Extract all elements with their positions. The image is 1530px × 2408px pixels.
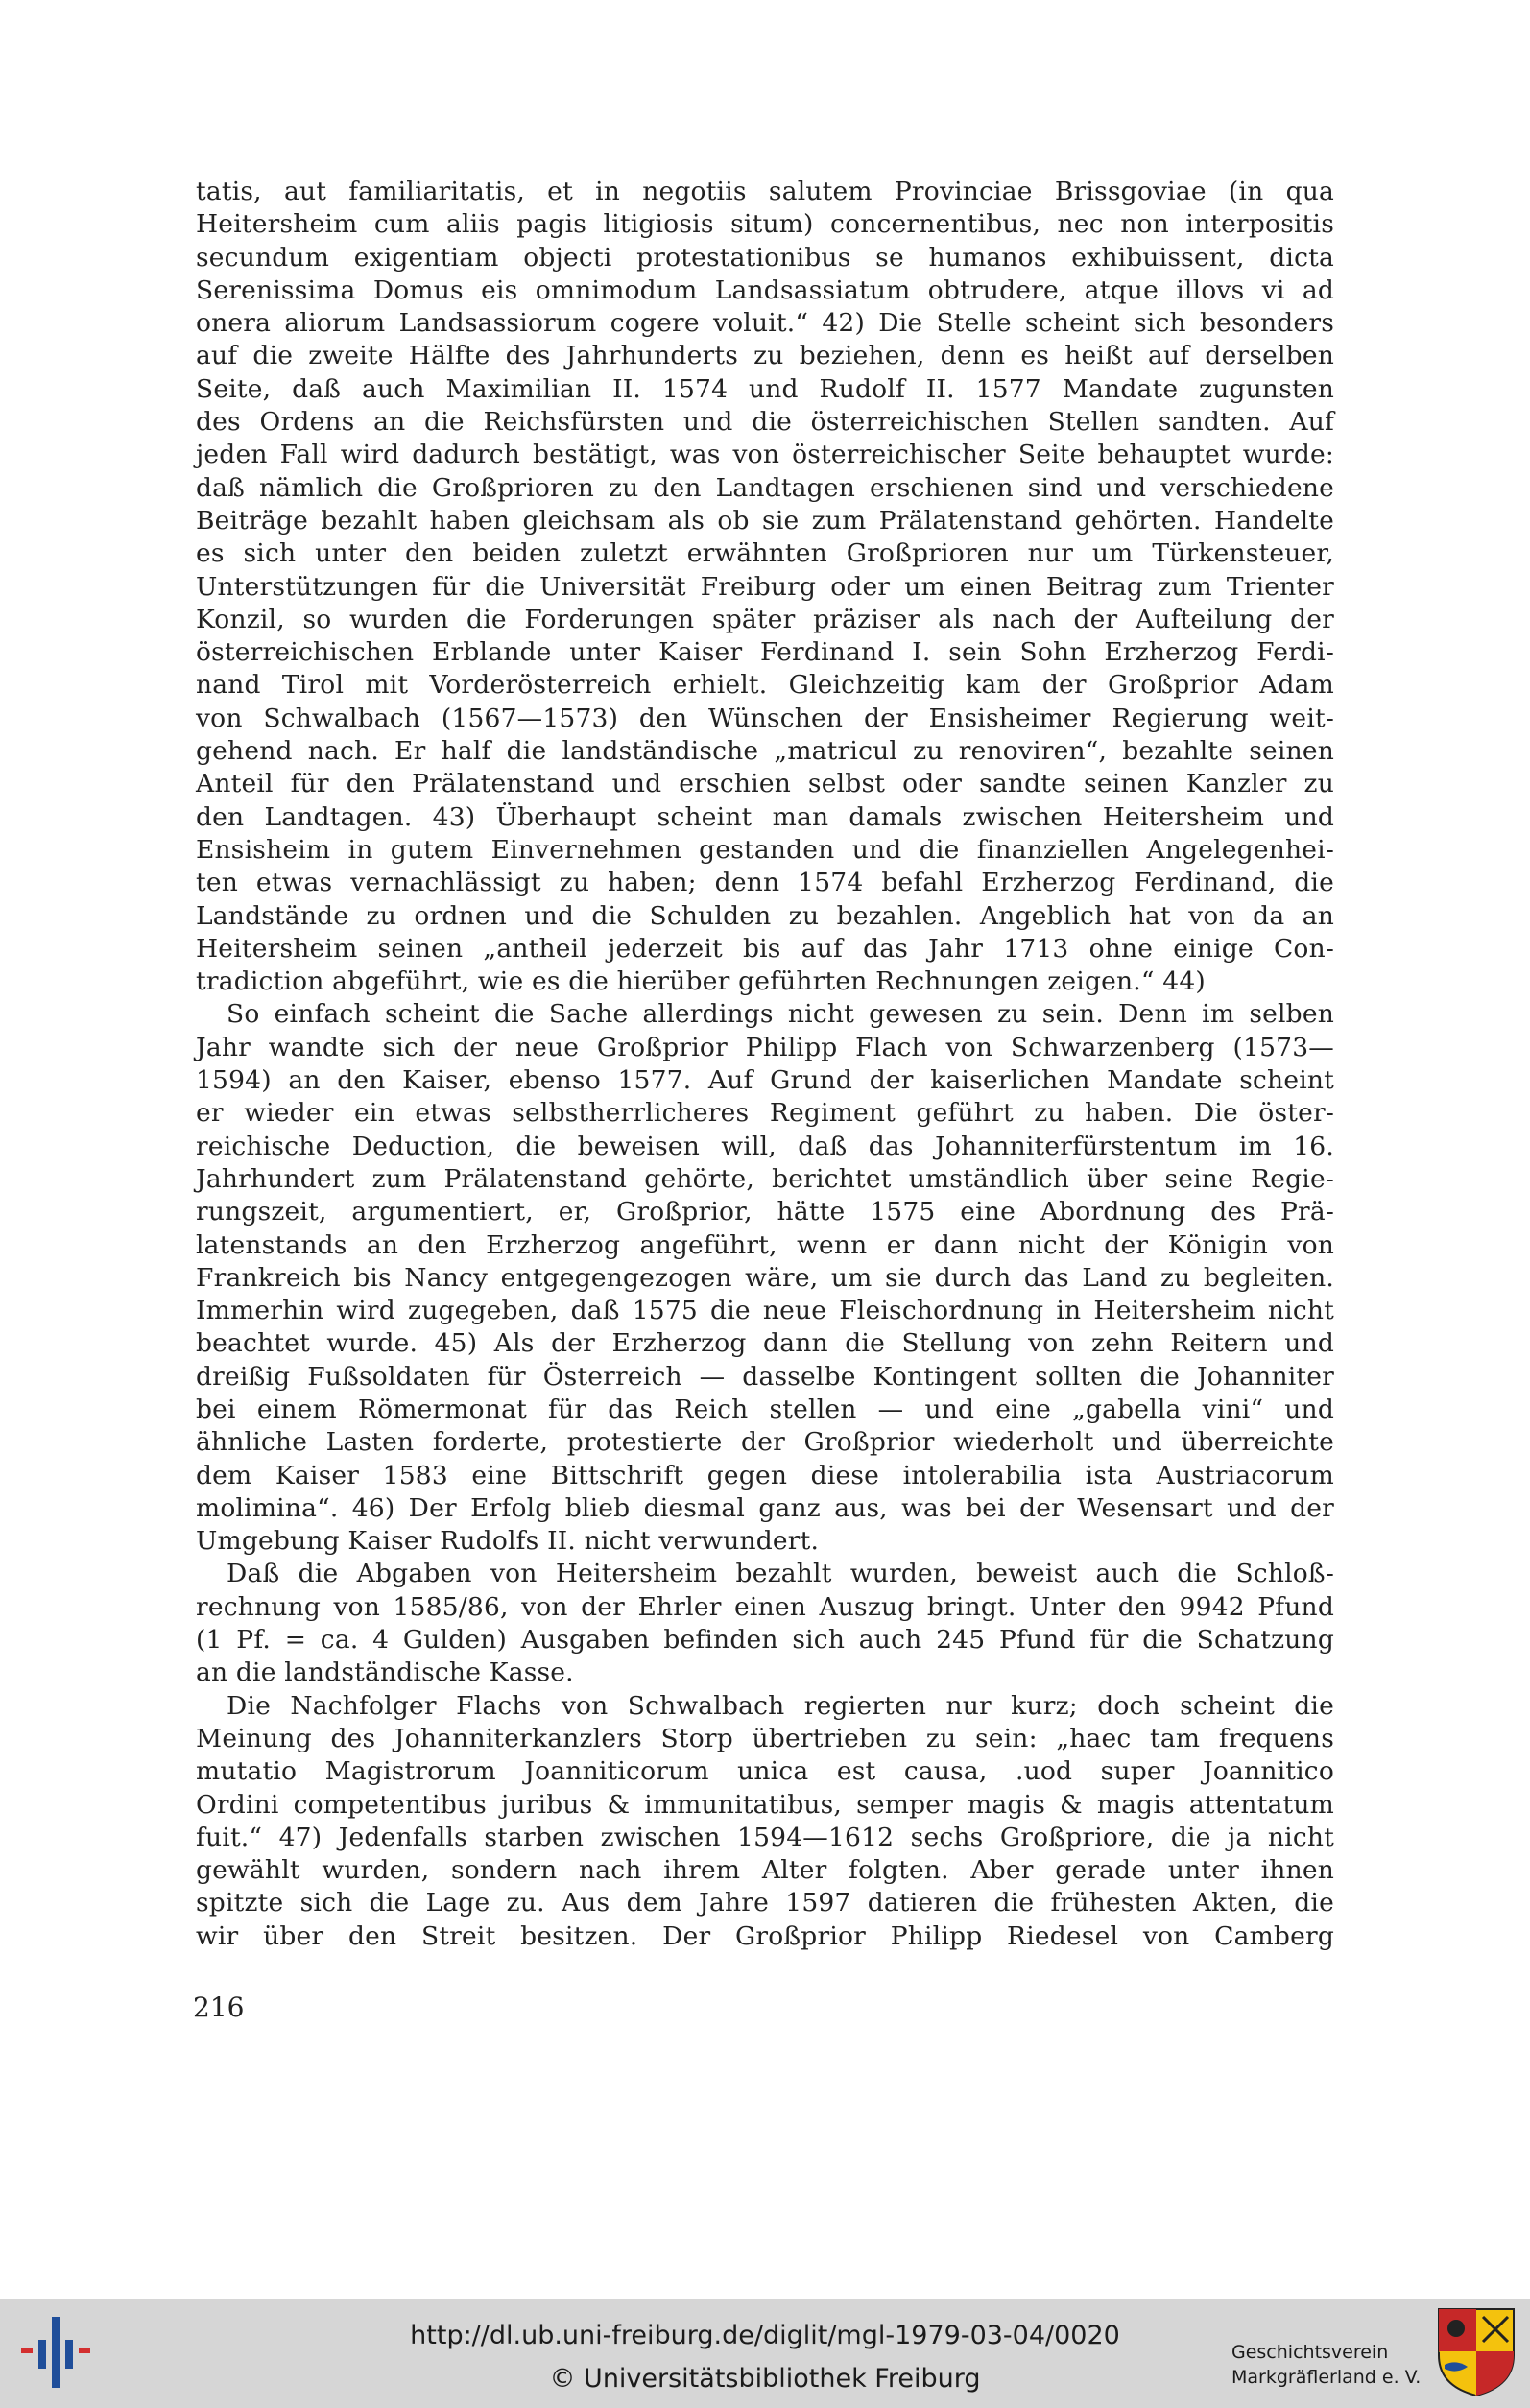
text-line: Die Nachfolger Flachs von Schwalbach regierten nur kurz; doch scheint die [227,1690,1334,1721]
text-line: Serenissima Domus eis omnimodum Landsassiatum obtrudere, atque illovs vi ad [196,274,1334,305]
text-line: So einfach scheint die Sache allerdings nicht gewesen zu sein. Denn im selben [227,999,1334,1030]
text-line: Frankreich bis Nancy entgegengezogen wäre, um sie durch das Land zu begleiten. [196,1262,1334,1293]
text-line: österreichischen Erblande unter Kaiser Ferdinand I. sein Sohn Erzherzog Ferdi- [196,637,1334,668]
text-line: auf die zweite Hälfte des Jahrhunderts zu beziehen, denn es heißt auf derselben [196,341,1334,371]
text-line: dem Kaiser 1583 eine Bittschrift gegen diese intolerabilia ista Austriacorum [196,1460,1334,1490]
text-line: dreißig Fußsoldaten für Österreich — dasselbe Kontingent sollten die Johanniter [196,1361,1334,1392]
text-line: es sich unter den beiden zuletzt erwähnten Großprioren nur um Türkensteuer, [196,538,1334,569]
footer-copyright: © Universitätsbibliothek Freiburg [549,2364,981,2394]
page-number: 216 [193,1991,245,2023]
text-line: des Ordens an die Reichsfürsten und die österreichischen Stellen sandten. Auf [196,407,1334,438]
paragraph-1 [196,176,1334,998]
text-line: Landstände zu ordnen und die Schulden zu bezahlen. Angeblich hat von da an [196,900,1334,931]
text-line: Seite, daß auch Maximilian II. 1574 und Rudolf II. 1577 Mandate zugunsten [196,373,1334,404]
text-line: onera aliorum Landsassiorum cogere voluit.“ 42) Die Stelle scheint sich besonders [196,308,1334,339]
society-coat-of-arms-icon [1437,2307,1516,2397]
text-line: mutatio Magistrorum Joanniticorum unica est causa, .uod super Joannitico [196,1756,1334,1787]
text-line: an die landständische Kasse. [196,1657,574,1688]
text-line: rechnung von 1585/86, von der Ehrler einen Auszug bringt. Unter den 9942 Pfund [196,1591,1334,1622]
text-line: spitzte sich die Lage zu. Aus dem Jahre 1597 datieren die frühesten Akten, die [196,1888,1334,1919]
text-line: Konzil, so wurden die Forderungen später präziser als nach der Aufteilung der [196,604,1334,634]
text-line: ähnliche Lasten forderte, protestierte der Großprior wiederholt und überreichte [196,1427,1334,1458]
text-line: Umgebung Kaiser Rudolfs II. nicht verwundert. [196,1526,820,1557]
text-line: fuit.“ 47) Jedenfalls starben zwischen 1594—1612 sechs Großpriore, die ja nicht [196,1822,1334,1852]
text-line: gehend nach. Er half die landständische „matricul zu renoviren“, bezahlte seinen [196,736,1334,767]
text-line: Immerhin wird zugegeben, daß 1575 die neue Fleischordnung in Heitersheim nicht [196,1296,1334,1326]
text-line: nand Tirol mit Vorderösterreich erhielt. Gleichzeitig kam der Großprior Adam [196,670,1334,701]
paragraph-4 [196,1690,1334,1953]
text-line: tradiction abgeführt, wie es die hierüber geführten Rechnungen zeigen.“ 44) [196,966,1206,997]
text-line: Jahrhundert zum Prälatenstand gehörte, berichtet umständlich über seine Regie- [196,1163,1334,1194]
text-line: ten etwas vernachlässigt zu haben; denn 1574 befahl Erzherzog Ferdinand, die [196,868,1334,898]
text-line: Anteil für den Prälatenstand und erschien selbst oder sandte seinen Kanzler zu [196,769,1334,799]
paragraph-3 [196,1558,1334,1689]
text-line: Beiträge bezahlt haben gleichsam als ob sie zum Prälatenstand gehörten. Handelte [196,505,1334,536]
text-line: daß nämlich die Großprioren zu den Landtagen erschienen sind und verschiedene [196,472,1334,503]
text-line: Heitersheim seinen „antheil jederzeit bis auf das Jahr 1713 ohne einige Con- [196,933,1334,964]
text-line: molimina“. 46) Der Erfolg blieb diesmal ganz aus, was bei der Wesensart und der [196,1492,1334,1523]
footer-url-link[interactable]: http://dl.ub.uni-freiburg.de/diglit/mgl-1979-03-04/0020 [410,2321,1120,2350]
text-line: wir über den Streit besitzen. Der Großprior Philipp Riedesel von Camberg [196,1920,1334,1951]
text-line: tatis, aut familiaritatis, et in negotiis salutem Provinciae Brissgoviae (in qua [196,177,1334,206]
text-line: (1 Pf. = ca. 4 Gulden) Ausgaben befinden sich auch 245 Pfund für die Schatzung [196,1625,1334,1656]
text-line: bei einem Römermonat für das Reich stellen — und eine „gabella vini“ und [196,1394,1334,1424]
text-line: von Schwalbach (1567—1573) den Wünschen der Ensisheimer Regierung weit- [196,703,1334,733]
text-line: rungszeit, argumentiert, er, Großprior, hätte 1575 eine Abordnung des Prä- [196,1197,1334,1228]
text-line: reichische Deduction, die beweisen will, daß das Johanniterfürstentum im 16. [196,1131,1334,1161]
society-name-line2: Markgräflerland e. V. [1231,2367,1422,2388]
text-line: beachtet wurde. 45) Als der Erzherzog dann die Stellung von zehn Reitern und [196,1328,1334,1359]
text-line: 1594) an den Kaiser, ebenso 1577. Auf Grund der kaiserlichen Mandate scheint [196,1065,1334,1096]
text-line: secundum exigentiam objecti protestationibus se humanos exhibuissent, dicta [196,242,1334,273]
paragraph-2 [196,998,1334,1558]
text-line: Daß die Abgaben von Heitersheim bezahlt wurden, beweist auch die Schloß- [227,1559,1334,1589]
text-line: Ordini competentibus juribus & immunitatibus, semper magis & magis attentatum [196,1789,1334,1820]
text-line: Unterstützungen für die Universität Freiburg oder um einen Beitrag zum Trienter [196,571,1334,602]
text-line: Meinung des Johanniterkanzlers Storp übertrieben zu sein: „haec tam frequens [196,1723,1334,1753]
page-text [196,176,1334,1953]
text-line: er wieder ein etwas selbstherrlicheres Regiment geführt zu haben. Die öster- [196,1098,1334,1129]
text-line: Ensisheim in gutem Einvernehmen gestanden und die finanziellen Angelegenhei- [196,834,1334,865]
text-line: jeden Fall wird dadurch bestätigt, was von österreichischer Seite behauptet wurde: [196,440,1334,470]
text-line: latenstands an den Erzherzog angeführt, wenn er dann nicht der Königin von [196,1229,1334,1260]
society-name-line1: Geschichtsverein [1231,2342,1389,2363]
text-line: den Landtagen. 43) Überhaupt scheint man damals zwischen Heitersheim und [196,801,1334,832]
text-line: Heitersheim cum aliis pagis litigiosis situm) concernentibus, nec non interpositis [196,209,1334,240]
text-line: gewählt wurden, sondern nach ihrem Alter folgten. Aber gerade unter ihnen [196,1855,1334,1886]
text-line: Jahr wandte sich der neue Großprior Philipp Flach von Schwarzenberg (1573— [196,1032,1334,1062]
